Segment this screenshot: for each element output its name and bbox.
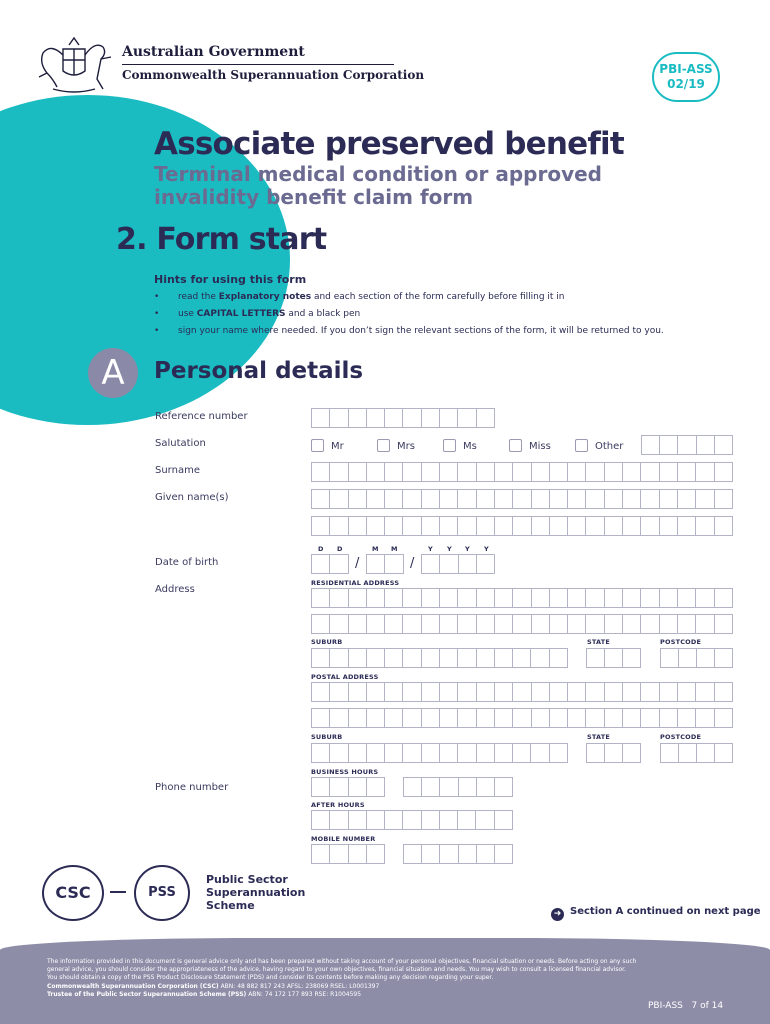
- dob-day-field[interactable]: [311, 554, 349, 574]
- form-code-badge: [652, 52, 720, 102]
- business-area-code-field[interactable]: [311, 777, 385, 797]
- footer-disclaimer-line-2: general advice, you should consider the appropriateness of the advice, having regard to your own objectives, financial situation and needs. You may wish to consult a licensed financial advisor.: [47, 966, 626, 973]
- badge-date: 02/19: [667, 77, 705, 91]
- footer-pss-details: [47, 991, 361, 998]
- hint-item: [154, 325, 744, 342]
- surname-label: Surname: [155, 465, 200, 476]
- government-heading: [122, 44, 424, 82]
- mobile-number-field[interactable]: [403, 844, 513, 864]
- salutation-other-field[interactable]: [641, 435, 733, 455]
- dob-month-letter: M: [372, 545, 379, 553]
- state-label: STATE: [587, 638, 611, 646]
- mobile-number-label: MOBILE NUMBER: [311, 835, 376, 843]
- hint-bold: Explanatory notes: [218, 292, 312, 302]
- footer-csc-numbers: ABN: 48 882 817 243 AFSL: 238069 RSEL: L0001397: [218, 983, 380, 990]
- phone-label: Phone number: [155, 782, 229, 793]
- salutation-option-label: Mrs: [397, 441, 415, 452]
- coat-of-arms-icon: [33, 33, 115, 95]
- residential-address-field[interactable]: [311, 588, 733, 608]
- salutation-option-label: Mr: [331, 441, 344, 452]
- hint-text: use: [178, 309, 197, 319]
- postal-postcode-label: POSTCODE: [660, 733, 702, 741]
- footer-csc-name: Commonwealth Superannuation Corporation (CSC): [47, 983, 219, 990]
- subtitle-line-1: Terminal medical condition or approved: [154, 162, 602, 186]
- dob-day-letter: D: [318, 545, 324, 553]
- bullet: •: [154, 309, 160, 319]
- business-hours-label: BUSINESS HOURS: [311, 768, 379, 776]
- salutation-other-checkbox[interactable]: [575, 439, 588, 452]
- after-hours-phone-field[interactable]: [311, 810, 513, 830]
- footer-disclaimer-line-1: The information provided in this document is general advice only and has been prepared without taking account of your personal objectives, financial situation or needs. Before acting on any such: [47, 958, 637, 965]
- hint-text: sign your name where needed. If you don’t sign the relevant sections of the form, it will be returned to you.: [178, 326, 664, 336]
- suburb-field[interactable]: [311, 648, 568, 668]
- dob-day-letter: D: [337, 545, 343, 553]
- footer-disclaimer-line-3: You should obtain a copy of the PSS Product Disclosure Statement (PDS) and consider its contents before making any decision regarding your super.: [47, 974, 494, 981]
- hints-list: [154, 291, 744, 342]
- salutation-option-label: Miss: [529, 441, 551, 452]
- section-title: Personal details: [154, 358, 364, 384]
- hint-bold: CAPITAL LETTERS: [196, 309, 286, 319]
- page-number: [648, 1001, 723, 1011]
- corporation-name: Commonwealth Superannuation Corporation: [122, 68, 425, 82]
- salutation-mrs-checkbox[interactable]: [377, 439, 390, 452]
- csc-logo: CSC: [42, 865, 104, 921]
- residential-address-field-line-2[interactable]: [311, 614, 733, 634]
- pss-name-line-2: Superannuation: [206, 886, 306, 899]
- pss-name-line-1: Public Sector: [206, 873, 288, 886]
- mobile-prefix-field[interactable]: [311, 844, 385, 864]
- dob-year-letter: Y: [447, 545, 452, 553]
- dob-separator: /: [410, 556, 415, 571]
- salutation-label: Salutation: [155, 438, 206, 449]
- salutation-option-label: Ms: [463, 441, 477, 452]
- hint-item: [154, 291, 744, 308]
- dob-year-field[interactable]: [421, 554, 495, 574]
- header-rule: [122, 64, 394, 65]
- suburb-label: SUBURB: [311, 638, 343, 646]
- footer-band: [0, 938, 770, 1024]
- dob-month-letter: M: [391, 545, 398, 553]
- postal-state-label: STATE: [587, 733, 611, 741]
- bullet: •: [154, 326, 160, 336]
- residential-address-label: RESIDENTIAL ADDRESS: [311, 579, 400, 587]
- state-field[interactable]: [586, 648, 641, 668]
- section-letter-badge: A: [88, 348, 138, 398]
- postcode-label: POSTCODE: [660, 638, 702, 646]
- given-names-field[interactable]: [311, 489, 733, 509]
- government-name: Australian Government: [122, 44, 305, 60]
- dob-year-letter: Y: [484, 545, 489, 553]
- dob-month-field[interactable]: [366, 554, 404, 574]
- salutation-mr-checkbox[interactable]: [311, 439, 324, 452]
- hints-title: Hints for using this form: [154, 273, 307, 286]
- business-phone-field[interactable]: [403, 777, 513, 797]
- given-names-label: Given name(s): [155, 492, 229, 503]
- address-label: Address: [155, 584, 195, 595]
- dob-label: Date of birth: [155, 557, 219, 568]
- reference-number-field[interactable]: [311, 408, 495, 428]
- logo-dash: [110, 891, 126, 893]
- section-heading: 2. Form start: [116, 222, 327, 257]
- reference-label: Reference number: [155, 411, 248, 422]
- hint-text: and each section of the form carefully before filling it in: [311, 292, 565, 302]
- salutation-miss-checkbox[interactable]: [509, 439, 522, 452]
- page-title: Associate preserved benefit: [154, 126, 624, 162]
- dob-separator: /: [355, 556, 360, 571]
- dob-year-letter: Y: [465, 545, 470, 553]
- postal-postcode-field[interactable]: [660, 743, 733, 763]
- hint-item: [154, 308, 744, 325]
- page-count: 7 of 14: [691, 1001, 724, 1011]
- footer-pss-numbers: ABN: 74 172 177 893 RSE: R1004595: [246, 991, 362, 998]
- arrow-right-icon: ➜: [551, 908, 564, 921]
- postal-state-field[interactable]: [586, 743, 641, 763]
- postal-address-field-line-2[interactable]: [311, 708, 733, 728]
- bullet: •: [154, 292, 160, 302]
- continued-text: Section A continued on next page: [570, 906, 761, 917]
- postal-address-field[interactable]: [311, 682, 733, 702]
- pss-logo: PSS: [134, 865, 190, 921]
- footer-pss-name: Trustee of the Public Sector Superannuation Scheme (PSS): [47, 991, 247, 998]
- after-hours-label: AFTER HOURS: [311, 801, 365, 809]
- postal-address-label: POSTAL ADDRESS: [311, 673, 379, 681]
- subtitle-line-2: invalidity benefit claim form: [154, 185, 474, 209]
- surname-field[interactable]: [311, 462, 733, 482]
- page-subtitle: [154, 163, 654, 209]
- page-code: PBI-ASS: [648, 1001, 683, 1011]
- badge-code: PBI-ASS: [659, 62, 713, 76]
- continued-note: [551, 906, 761, 921]
- salutation-option-label: Other: [595, 441, 624, 452]
- pss-name-line-3: Scheme: [206, 899, 255, 912]
- hint-text: and a black pen: [285, 309, 361, 319]
- footer-csc-details: [47, 983, 379, 990]
- pss-scheme-name: [206, 873, 305, 912]
- salutation-ms-checkbox[interactable]: [443, 439, 456, 452]
- postcode-field[interactable]: [660, 648, 733, 668]
- postal-suburb-field[interactable]: [311, 743, 568, 763]
- given-names-field-line-2[interactable]: [311, 516, 733, 536]
- hint-text: read the: [178, 292, 219, 302]
- dob-year-letter: Y: [428, 545, 433, 553]
- postal-suburb-label: SUBURB: [311, 733, 343, 741]
